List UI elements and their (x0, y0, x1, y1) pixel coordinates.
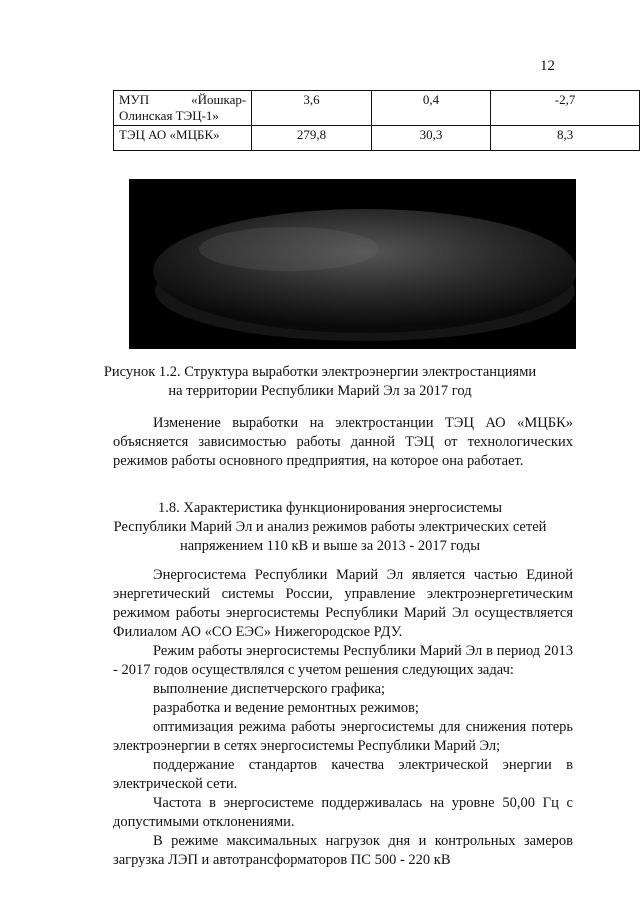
table-cell-name: ТЭЦ АО «МЦБК» (114, 126, 252, 151)
caption-line: Рисунок 1.2. Структура выработки электроэнергии электростанциями (103, 364, 537, 380)
heading-line: напряжением 110 кВ и выше за 2013 - 2017 годы (179, 538, 481, 554)
pie-chart-svg (129, 179, 576, 349)
table-cell: 30,3 (371, 126, 490, 151)
table-cell-name-right: «Йошкар- (191, 92, 247, 107)
page-number: 12 (540, 58, 555, 74)
task-item: оптимизация режима работы энергосистемы для снижения потерь электроэнергии в сетях энергосистемы Республики Марий Эл; (113, 719, 573, 754)
table-cell: -2,7 (491, 91, 640, 126)
data-table (113, 90, 640, 151)
table-cell: 8,3 (491, 126, 640, 151)
figure-caption (100, 363, 540, 401)
pie-highlight (199, 227, 379, 271)
pie-chart-image (129, 179, 576, 349)
paragraph-frequency: Частота в энергосистеме поддерживалась на уровне 50,00 Гц с допустимыми отклонениями. (113, 795, 573, 830)
table-cell: 279,8 (252, 126, 372, 151)
heading-line: 1.8. Характеристика функционирования энергосистемы (158, 500, 502, 516)
section-heading (100, 499, 560, 556)
paragraph-tec-change: Изменение выработки на электростанции ТЭЦ АО «МЦБК» объясняется зависимостью работы данной ТЭЦ от технологических режимов работы основного предприятия, на которое она работает. (113, 415, 573, 469)
table-cell: 0,4 (371, 91, 490, 126)
table-cell-name (114, 91, 252, 126)
paragraph-load: В режиме максимальных нагрузок дня и контрольных замеров загрузка ЛЭП и автотрансформаторов ПС 500 - 220 кВ (113, 833, 573, 868)
pie-top (153, 209, 576, 333)
task-item: поддержание стандартов качества электрической энергии в электрической сети. (113, 757, 573, 792)
table-row (114, 91, 640, 126)
paragraph-mode: Режим работы энергосистемы Республики Марий Эл в период 2013 - 2017 годов осуществлялся с учетом решения следующих задач: (113, 643, 573, 678)
heading-line: Республики Марий Эл и анализ режимов работы электрических сетей (113, 519, 547, 535)
table-row (114, 126, 640, 151)
task-item: выполнение диспетчерского графика; (153, 681, 386, 697)
caption-line: на территории Республики Марий Эл за 2017 год (168, 383, 472, 399)
paragraph-energy-system: Энергосистема Республики Марий Эл является частью Единой энергетический системы России, управление электроэнергетическим режимом работы энергосистемы Республики Марий Эл осуществляется Филиалом АО «СО ЕЭС» Нижегородское РДУ. (113, 567, 573, 640)
table-cell-name-left: МУП (119, 92, 150, 107)
task-item: разработка и ведение ремонтных режимов; (153, 700, 419, 716)
table-cell: 3,6 (252, 91, 372, 126)
table-cell-name-line2: Олинская ТЭЦ-1» (119, 108, 219, 123)
